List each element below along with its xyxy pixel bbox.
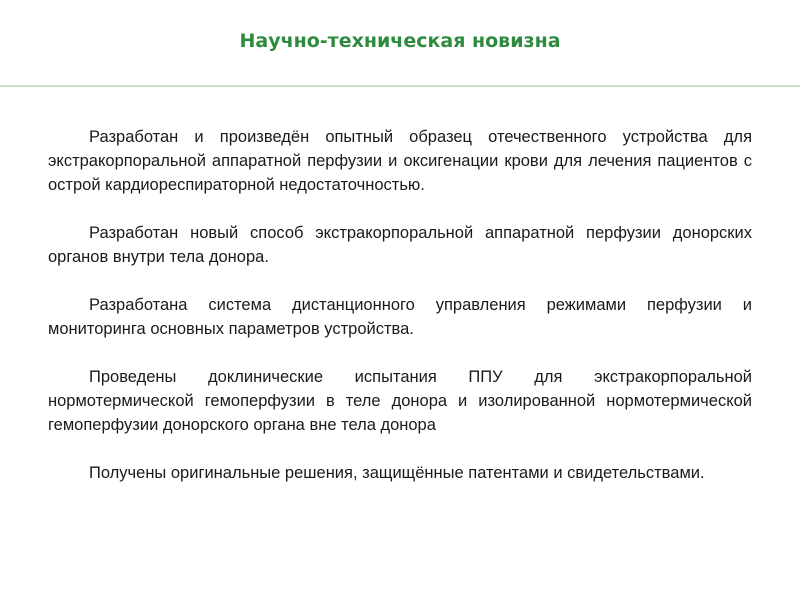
slide-content <box>48 125 752 485</box>
title-divider <box>0 85 800 87</box>
slide-title: Научно-техническая новизна <box>239 30 561 52</box>
paragraph-prototype: Разработан и произведён опытный образец отечественного устройства для экстракорпоральной аппаратной перфузии и оксигенации крови для лечения пациентов с острой кардиореспираторной недостаточностью. <box>48 128 752 194</box>
paragraph-remote-control: Разработана система дистанционного управления режимами перфузии и мониторинга основных параметров устройства. <box>48 296 752 338</box>
paragraph-preclinical-trials: Проведены доклинические испытания ППУ для экстракорпоральной нормотермической гемоперфузии в теле донора и изолированной нормотермической гемоперфузии донорского органа вне тела донора <box>48 368 752 434</box>
paragraph-patents: Получены оригинальные решения, защищённые патентами и свидетельствами. <box>89 464 705 482</box>
paragraph-perfusion-method: Разработан новый способ экстракорпоральной аппаратной перфузии донорских органов внутри тела донора. <box>48 224 752 266</box>
